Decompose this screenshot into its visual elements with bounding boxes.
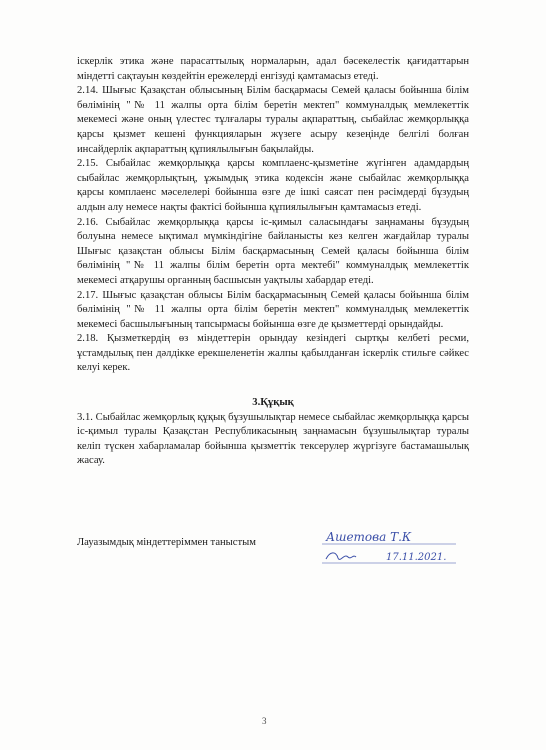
paragraph-continuation: іскерлік этика және парасаттылық нормаларын, адал бәсекелестік қағидаттарын міндетті сақтауын көздейтін ережелерді енгізуді қамтамасыз етеді. xyxy=(77,56,469,82)
document-body xyxy=(77,55,469,469)
signature-name: Ашетова Т.К xyxy=(326,530,412,544)
handwritten-signature xyxy=(320,527,460,567)
signature-date: 17.11.2021. xyxy=(386,552,447,563)
acknowledgement-text: Лауазымдық міндеттеріммен таныстым xyxy=(77,537,256,548)
paragraph-2-17: 2.17. Шығыс қазақстан облысы Білім басқармасының Семей қаласы бойынша білім бөлімінің "№ 11 жалпы орта білім беретін мектеп" коммуналдық мемлекеттік мекемесі басшылығының тапсырмасы бойынша өзге де қызметтерді орындайды. xyxy=(77,289,469,330)
paragraph-2-16: 2.16. Сыбайлас жемқорлыққа қарсы іс-қимыл саласындағы заңнаманы бұзудың болуына немесе ықтимал мүмкіндігіне байланысты кез келген жағдайлар туралы Шығыс қазақстан облысы Білім басқармасының Семей қаласы бойынша білім бөлімінің "№ 11 жалпы білім беретін орта мектебі" коммуналдық мемлекеттік мекемесі атқарушы органның басшысын уақтылы хабардар етеді. xyxy=(77,216,469,286)
section-title-rights: 3.Құқық xyxy=(252,397,294,409)
paragraph-3-1: 3.1. Сыбайлас жемқорлық құқық бұзушылықтар немесе сыбайлас жемқорлыққа қарсы іс-қимыл туралы Қазақстан Республикасының заңнамасын бұзушылықтар туралы келіп түскен хабарламалар бойынша қызметтік тексерулер жүргізуге бастамашылық жасау. xyxy=(77,411,469,467)
paragraph-2-15: 2.15. Сыбайлас жемқорлыққа қарсы комплаенс-қызметіне жүгінген адамдардың сыбайлас жемқорлықтың, ұжымдық этика кодексін және сыбайлас жемқорлыққа қарсы комплаенс мәселелері бойынша өзге де ішкі саясат пен рәсімдерді бұзудың алдын алу немесе нақты фактісі бойынша құпиялылығын қамтамасыз етеді. xyxy=(77,158,469,213)
signature-scribble xyxy=(326,553,356,560)
paragraph-2-18: 2.18. Қызметкердің өз міндеттерін орындау кезіндегі сыртқы келбеті ресми, ұстамдылық пен дәлдікке ерекшеленетін жалпы қабылданған іскерлік стильге сәйкес келуі керек. xyxy=(77,333,469,374)
paragraph-2-14: 2.14. Шығыс Қазақстан облысының Білім басқармасы Семей қаласы бойынша білім бөлімінің "№ 11 жалпы орта білім беретін мектеп" коммуналдық мемлекеттік мекемесі және оның үлестес тұлғалары туралы ақпараттың, сыбайлас жемқорлыққа қарсы қызмет кешені функцияларын жүзеге асыру кезеңінде белгілі болған инсайдерлік ақпараттың құпиялылығын бақылайды. xyxy=(77,85,469,155)
page-number: 3 xyxy=(262,716,267,726)
